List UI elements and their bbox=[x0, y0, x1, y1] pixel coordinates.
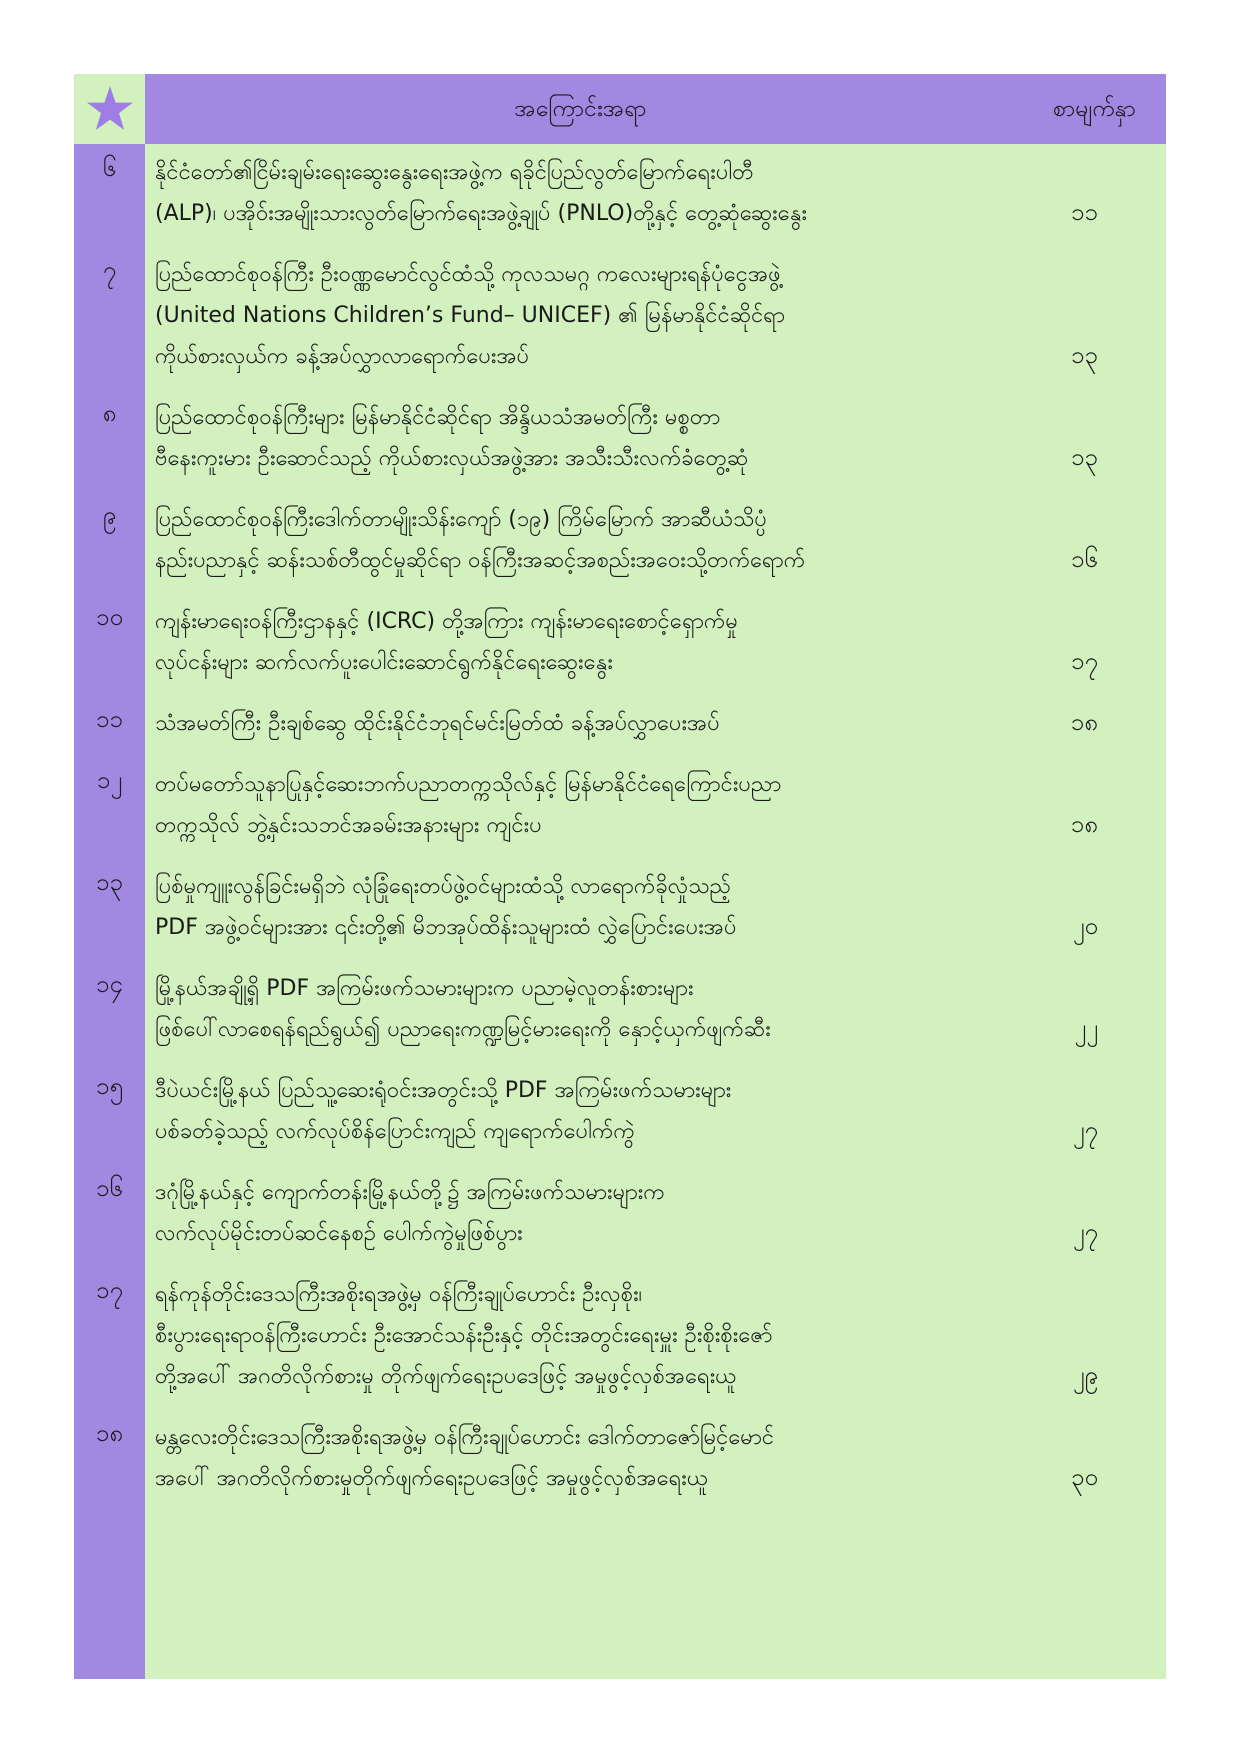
entry-number: ၁၁ bbox=[96, 705, 123, 733]
entry-page-number: ၁၃ bbox=[1071, 341, 1098, 369]
toc-entry[interactable] bbox=[74, 960, 1166, 1058]
contents-heading: အကြောင်းအရာ bbox=[514, 96, 647, 122]
entry-title: ပြည်ထောင်စုဝန်ကြီး ဦးဝဏ္ဏမောင်လွင်ထံသို့ ကုလသမဂ္ဂ ကလေးများရန်ပုံငွေအဖွဲ့ (United Nations Children’s Fund– UNICEF) ၏ မြန်မာနိုင်ငံဆိုင်ရာ ကိုယ်စားလှယ်က ခန့်အပ်လွှာလာရောက်ပေးအပ် bbox=[155, 262, 785, 369]
toc-entry[interactable] bbox=[74, 1266, 1166, 1405]
entry-title: ဒဂုံမြို့နယ်နှင့် ကျောက်တန်းမြို့နယ်တို့၌ အကြမ်းဖက်သမားများက လက်လုပ်မိုင်းတပ်ဆင်နေစဉ် ပေါက်ကွဲမှုဖြစ်ပွား bbox=[155, 1180, 665, 1246]
entry-title: ကျန်းမာရေးဝန်ကြီးဌာနနှင့် (ICRC) တို့အကြား ကျန်းမာရေးစောင့်ရှောက်မှု လုပ်ငန်းများ ဆက်လက်ပူးပေါင်းဆောင်ရွက်နိုင်ရေးဆွေးနွေး bbox=[155, 609, 738, 675]
toc-entry[interactable] bbox=[74, 491, 1166, 589]
toc-entry[interactable] bbox=[74, 246, 1166, 385]
entry-page-number: ၂၉ bbox=[1072, 1361, 1098, 1389]
toc-entry[interactable] bbox=[74, 1062, 1166, 1160]
entry-title: ပြည်ထောင်စုဝန်ကြီးဒေါက်တာမျိုးသိန်းကျော် (၁၉) ကြိမ်မြောက် အာဆီယံသိပ္ပံ နည်းပညာနှင့် ဆန်းသစ်တီထွင်မှုဆိုင်ရာ ဝန်ကြီးအဆင့်အစည်းအဝေးသို့တက်ရောက် bbox=[155, 507, 806, 573]
entry-page-number: ၂၀ bbox=[1072, 912, 1098, 940]
star-cell bbox=[74, 74, 145, 144]
entry-title: မန္တလေးတိုင်းဒေသကြီးအစိုးရအဖွဲ့မှ ဝန်ကြီးချုပ်ဟောင်း ဒေါက်တာဇော်မြင့်မောင် အပေါ် အဂတိလိုက်စားမှုတိုက်ဖျက်ရေးဥပဒေဖြင့် အမှုဖွင့်လှစ်အရေးယူ bbox=[155, 1425, 775, 1491]
entry-page-number: ၁၇ bbox=[1071, 647, 1098, 675]
entry-number: ၁၃ bbox=[96, 868, 123, 896]
star-icon bbox=[85, 84, 135, 134]
entry-title: နိုင်ငံတော်၏ငြိမ်းချမ်းရေးဆွေးနွေးရေးအဖွဲ့က ရခိုင်ပြည်လွတ်မြောက်ရေးပါတီ (ALP)၊ ပအိုဝ်းအမျိုးသားလွတ်မြောက်ရေးအဖွဲ့ချုပ် (PNLO)တို့နှင့် တွေ့ဆုံဆွေးနွေး bbox=[155, 160, 808, 226]
toc-entry[interactable] bbox=[74, 756, 1166, 854]
toc-entry[interactable] bbox=[74, 593, 1166, 691]
entry-number: ၁၀ bbox=[96, 603, 123, 631]
entry-page-number: ၂၇ bbox=[1072, 1116, 1098, 1144]
entry-number: ၈ bbox=[102, 399, 117, 427]
entry-number: ၆ bbox=[102, 154, 117, 182]
entry-page-number: ၁၁ bbox=[1071, 198, 1098, 226]
entry-number: ၇ bbox=[102, 256, 117, 284]
entry-title: တပ်မတော်သူနာပြုနှင့်ဆေးဘက်ပညာတက္ကသိုလ်နှင့် မြန်မာနိုင်ငံရေကြောင်းပညာ တက္ကသိုလ် ဘွဲ့နှင်းသဘင်အခမ်းအနားများ ကျင်းပ bbox=[155, 772, 782, 838]
entry-page-number: ၁၆ bbox=[1071, 545, 1098, 573]
toc-entry[interactable] bbox=[74, 858, 1166, 956]
page-number-heading: စာမျက်နှာ bbox=[1052, 96, 1136, 122]
entry-number: ၁၄ bbox=[96, 970, 123, 998]
entry-title: သံအမတ်ကြီး ဦးချစ်ဆွေ ထိုင်းနိုင်ငံဘုရင်မင်းမြတ်ထံ ခန့်အပ်လွှာပေးအပ် bbox=[155, 711, 720, 736]
toc-entry[interactable] bbox=[74, 1164, 1166, 1262]
toc-entries bbox=[74, 144, 1166, 1511]
entry-number: ၁၇ bbox=[96, 1276, 123, 1304]
entry-title: ဒီပဲယင်းမြို့နယ် ပြည်သူ့ဆေးရုံဝင်းအတွင်းသို့ PDF အကြမ်းဖက်သမားများ ပစ်ခတ်ခဲ့သည့် လက်လုပ်စိန်ပြောင်းကျည် ကျရောက်ပေါက်ကွဲ bbox=[155, 1078, 732, 1144]
entry-title: မြို့နယ်အချို့ရှိ PDF အကြမ်းဖက်သမားများက ပညာမဲ့လူတန်းစားများ ဖြစ်ပေါ်လာစေရန်ရည်ရွယ်၍ ပညာရေးကဏ္ဍမြင့်မားရေးကို နှောင့်ယှက်ဖျက်ဆီး bbox=[155, 976, 771, 1042]
entry-title: ပြစ်မှုကျူးလွန်ခြင်းမရှိဘဲ လုံခြုံရေးတပ်ဖွဲ့ဝင်များထံသို့ လာရောက်ခိုလှုံသည့် PDF အဖွဲ့ဝင်များအား ၎င်းတို့၏ မိဘအုပ်ထိန်းသူများထံ လွှဲပြောင်းပေးအပ် bbox=[155, 874, 737, 940]
entry-page-number: ၁၃ bbox=[1071, 443, 1098, 471]
entry-number: ၁၈ bbox=[95, 1419, 124, 1447]
entry-page-number: ၂၇ bbox=[1072, 1218, 1098, 1246]
entry-page-number: ၃၀ bbox=[1071, 1463, 1098, 1491]
entry-number: ၉ bbox=[102, 501, 117, 529]
entry-title: ပြည်ထောင်စုဝန်ကြီးများ မြန်မာနိုင်ငံဆိုင်ရာ အိန္ဒိယသံအမတ်ကြီး မစ္စတာ ဗီနေးကူးမား ဦးဆောင်သည့် ကိုယ်စားလှယ်အဖွဲ့အား အသီးသီးလက်ခံတွေ့ဆုံ bbox=[155, 405, 749, 471]
toc-header bbox=[145, 74, 1166, 144]
toc-entry[interactable] bbox=[74, 695, 1166, 752]
toc-entry[interactable] bbox=[74, 1409, 1166, 1507]
entry-number: ၁၂ bbox=[96, 766, 123, 794]
entry-number: ၁၅ bbox=[96, 1072, 123, 1100]
entry-page-number: ၁၈ bbox=[1070, 708, 1098, 736]
entry-number: ၁၆ bbox=[96, 1174, 123, 1202]
entry-title: ရန်ကုန်တိုင်းဒေသကြီးအစိုးရအဖွဲ့မှ ဝန်ကြီးချုပ်ဟောင်း ဦးလှစိုး၊ စီးပွားရေးရာဝန်ကြီးဟောင်း ဦးအောင်သန်းဦးနှင့် တိုင်းအတွင်းရေးမှူး ဦးစိုးစိုးဇော် တို့အပေါ် အဂတိလိုက်စားမှု တိုက်ဖျက်ရေးဥပဒေဖြင့် အမှုဖွင့်လှစ်အရေးယူ bbox=[155, 1282, 773, 1389]
entry-page-number: ၂၂ bbox=[1074, 1014, 1098, 1042]
toc-entry[interactable] bbox=[74, 144, 1166, 242]
entry-page-number: ၁၈ bbox=[1070, 810, 1098, 838]
toc-entry[interactable] bbox=[74, 389, 1166, 487]
table-of-contents bbox=[74, 74, 1166, 1679]
